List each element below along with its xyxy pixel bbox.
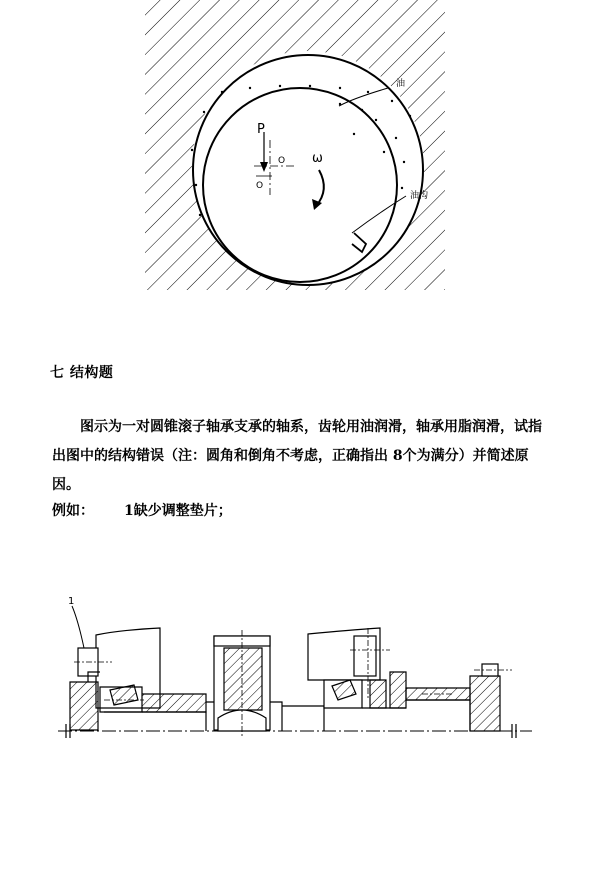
- label-oil-groove: 油沟: [410, 191, 429, 201]
- label-P: P: [257, 122, 265, 137]
- label-O: O: [278, 156, 286, 166]
- shaft-system-figure: [50, 590, 540, 750]
- label-O1: O: [256, 181, 264, 191]
- section-heading: 七 结构题: [50, 365, 114, 381]
- example-content: 1缺少调整垫片；: [124, 503, 232, 519]
- question-paragraph: 图示为一对圆锥滚子轴承支承的轴系，齿轮用油润滑，轴承用脂润滑，试指出图中的结构错误（注：圆角和倒角不考虑，正确指出 8个为满分）并简述原因。: [52, 419, 542, 493]
- label-omega: ω: [312, 151, 323, 166]
- journal-bearing-figure: [140, 0, 470, 320]
- example-prefix: 例如：: [52, 503, 94, 519]
- label-oil: 油: [396, 79, 406, 89]
- label-1: 1: [68, 596, 75, 607]
- example-line: [52, 500, 232, 520]
- journal: [203, 88, 397, 282]
